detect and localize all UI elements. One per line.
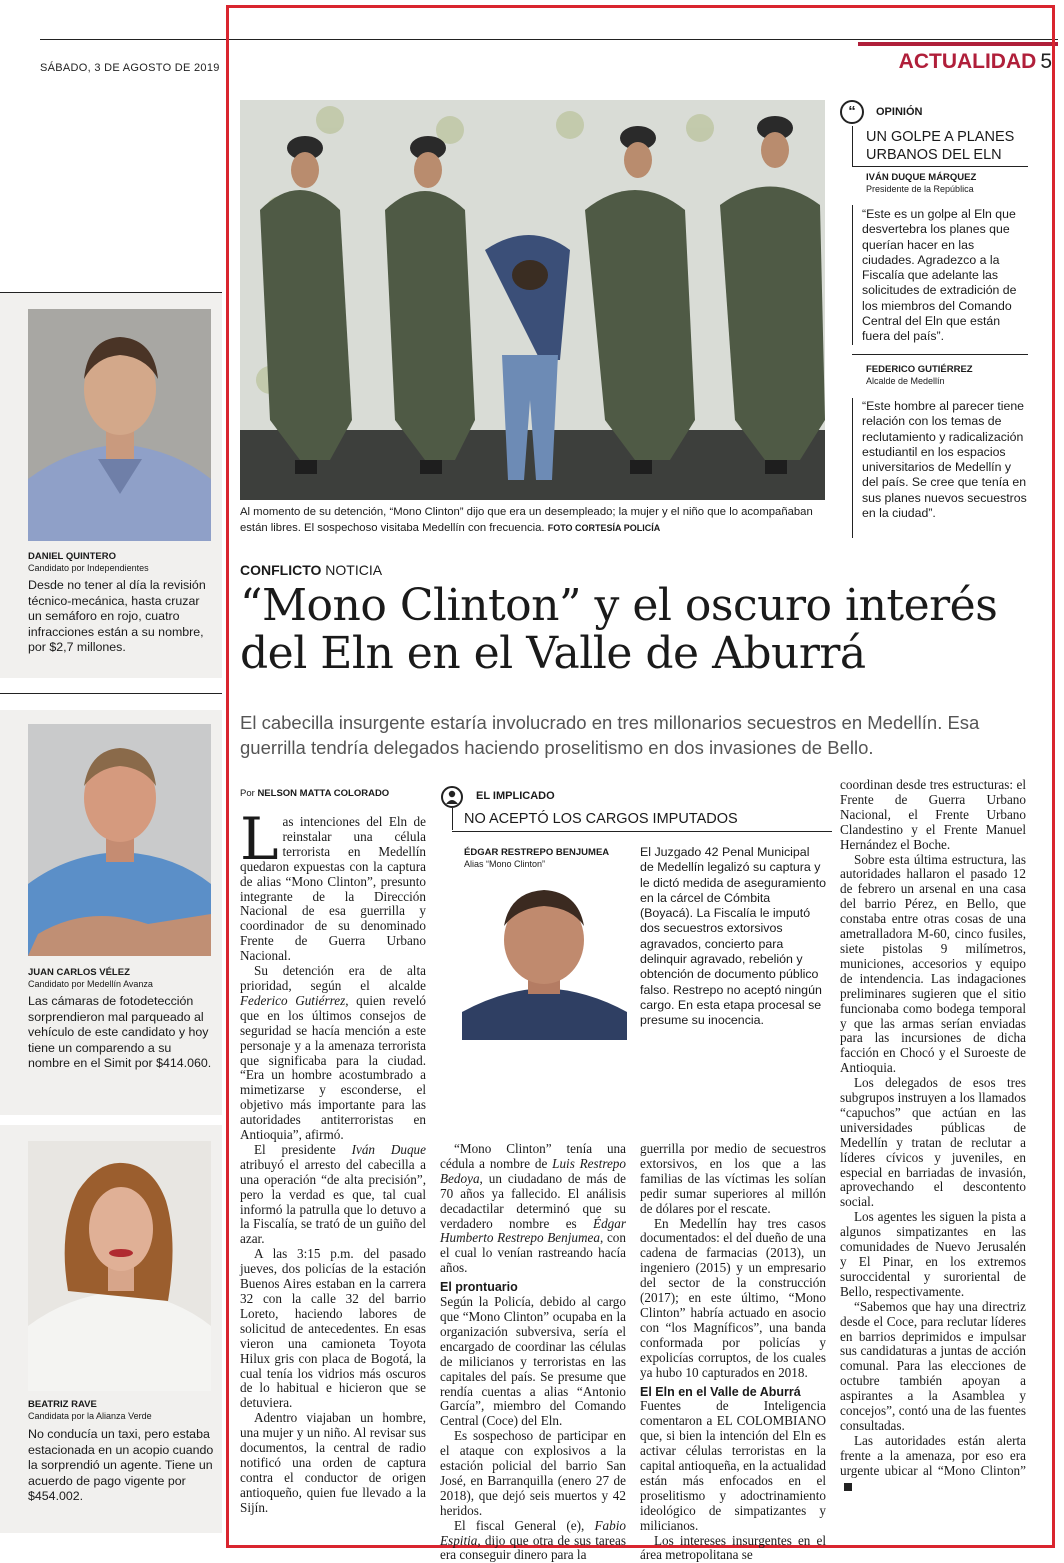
author-name: NELSON MATTA COLORADO — [257, 788, 390, 799]
article-dek: El cabecilla insurgente estaría involucrado en tres millonarios secuestros en Medellín. Esa guerrilla tendría delegados haciendo proselitismo en dos invasiones de Bello. — [240, 712, 980, 758]
section-name: ACTUALIDAD — [898, 50, 1037, 73]
article-kicker — [240, 562, 382, 578]
article-column-2: “Mono Clinton” tenía una cédula a nombre de Luis Restrepo Bedoya, un ciudadano de más de 70 años ya fallecido. El análisis decadactilar determinó que su verdadero nombre es Édgar Humberto Restrepo Benjumea, con el cual lo venían rastreando hacía años. El prontuario Según la Policía, debido al cargo que “Mono Clinton” ocupaba en la organización subversiva, sería el encargado de coordinar las células de milicianos y terroristas en las capitales del país. Se presume que rendía cuentas a alias “Antonio García”, miembro del Comando Central (Coce) del Eln. Es sospechoso de participar en el ataque con explosivos a la estación policial del barrio San José, en Barranquilla (enero 27 de 2018), que dejó seis muertos y 42 heridos. El fiscal General (e), Fabio Espitia, dijo que otra de sus tareas era conseguir dinero para la — [440, 1141, 626, 1563]
article-column-4: coordinan desde tres estructuras: el Frente de Guerra Urbano Nacional, el Frente Urbano Clandestino y el Frente Manuel Hernández el Boche. Sobre esta última estructura, las autoridades hallaron el pasado 12 de febrero un arsenal en una casa del barrio Pérez, en Bello, que constaba entre otras cosas de una ametralladora M-60, cinco fusiles, siete pistolas 9 milímetros, municiones, accesorios y equipo de intendencia. Las indagaciones preliminares sugieren que el sitio funcionaba como bodega temporal y que las armas serían enviadas para las incursiones de dicha facción en Chocó y el Suroeste de Antioquia. Los delegados de esos tres subgrupos instruyen a los llamados “capuchos” que actúan en las universidades públicas de Medellín y tratan de reclutar a líderes cívicos y juveniles, en especial en barriadas de invasión, aprovechando el descontento social. Los agentes les siguen la pista a algunos simpatizantes en las comunidades de Nuevo Jerusalén y El Pinar, en los extremos suroccidental y suroriental de Bello, respectivamente. “Sabemos que hay una directriz desde el Coce, para reclutar líderes en barrios deprimidos e impulsar sus candidaturas a juntas de acción comunal. Para las elecciones de octubre también apoyan a aspirantes a la Asamblea y concejos”, contó una de las fuentes consultadas. Las autoridades están alerta frente a la amenaza, por eso era urgente ubicar al “Mono Clinton” — [840, 778, 1026, 1494]
opinion-author-role: Alcalde de Medellín — [866, 376, 945, 386]
quote-icon: “ — [840, 100, 864, 124]
candidate-photo-quintero — [28, 309, 211, 541]
byline: Por NELSON MATTA COLORADO — [240, 788, 390, 799]
implicado-rule — [452, 808, 453, 830]
article-column-1: Las intenciones del Eln de reinstalar una célula terrorista en Medellín quedaron expuestas con la captura de alias “Mono Clinton”, presunto integrante de la Dirección Nacional de esa guerrilla y coordinador de su denominado Frente de Guerra Urbano Nacional. Su detención era de alta prioridad, según el alcalde Federico Gutiérrez, quien reveló que en los últimos consejos de seguridad se hacía mención a este personaje y a la amenaza terrorista que significaba para la ciudad. “Era un hombre acostumbrado a mimetizarse y esconderse, el objetivo más importante para las autoridades antiterroristas en Antioquia”, afirmó. El presidente Iván Duque atribuyó el arresto del cabecilla a una operación “de alta precisión”, pero la verdad es que, tal cual informó la patrulla que lo detuvo a la Fiscalía, se trató de un guiño del azar. A las 3:15 p.m. del pasado jueves, dos policías de la estación Buenos Aires estaban en la carrera 32 con la calle 32 del barrio Loreto, haciendo labores de solicitud de antecedentes. En esas vieron una camioneta Toyota Hilux gris con placa de Bogotá, la cual tenía los vidrios más oscuros de lo habitual e hicieron que se detuviera. Adentro viajaban un hombre, una mujer y un niño. Al revisar sus documentos, la central de radio notificó una orden de captura contra el conductor de origen antioqueño, quien fue llevado a la Sijín. — [240, 805, 426, 1515]
opinion-author: IVÁN DUQUE MÁRQUEZ — [866, 172, 977, 183]
person-icon — [441, 786, 463, 808]
arrest-photo — [240, 100, 825, 500]
kicker-category: CONFLICTO — [240, 562, 322, 578]
candidate-name: JUAN CARLOS VÉLEZ — [28, 967, 130, 978]
candidate-photo-velez — [28, 724, 211, 956]
subheading: El prontuario — [440, 1280, 518, 1295]
drop-cap: L — [240, 805, 279, 873]
opinion-rule — [852, 354, 1028, 355]
candidate-note: No conducía un taxi, pero estaba estacionada en un acopio cuando la sorprendió un agente. Tiene un acuerdo de pago vigente por $454.002. — [28, 1427, 214, 1503]
opinion-rule — [852, 126, 853, 166]
opinion-label: OPINIÓN — [876, 106, 923, 118]
suspect-alias: Alias “Mono Clinton” — [464, 859, 546, 869]
opinion-quote: “Este hombre al parecer tiene relación con los temas de reclutamiento y radicalización estudiantil en los espacios universitarios de Medellín y del país. Se cree que tenía en sus planes nuevos secuestros en la ciudad”. — [862, 399, 1027, 521]
quote-bar — [852, 398, 853, 538]
implicado-text: El Juzgado 42 Penal Municipal de Medellín legalizó su captura y le dictó medida de aseguramiento en la cárcel de Cómbita (Boyacá). La Fiscalía le imputó dos secuestros extorsivos agravados, concierto para delinquir agravado, rebelión y obtención de documento público falso. Restrepo no aceptó ningún cargo. En esta etapa procesal se presume su inocencia. — [640, 845, 826, 1028]
candidate-role: Candidato por Medellín Avanza — [28, 979, 153, 989]
candidate-role: Candidata por la Alianza Verde — [28, 1411, 152, 1421]
caption-text: Al momento de su detención, “Mono Clinton” dijo que era un desempleado; la mujer y el niño que lo acompañaban están libres. El sospechoso visitaba Medellín con frecuencia. — [240, 506, 813, 534]
opinion-rule — [852, 166, 1028, 167]
suspect-name: ÉDGAR RESTREPO BENJUMEA — [464, 847, 610, 858]
opinion-author-role: Presidente de la República — [866, 184, 974, 194]
sidebar-divider — [0, 693, 222, 694]
end-mark — [844, 1483, 852, 1491]
suspect-photo — [462, 872, 627, 1040]
article-column-3: guerrilla por medio de secuestros extorsivos, en los que a las familias de las víctimas les solían pedir sumar superiores al millón de dólares por el rescate. En Medellín hay tres casos documentados: el del dueño de una cadena de farmacias (2013), un ingeniero (2015) y un empresario del sector de la construcción (2017); en este último, “Mono Clinton” habría actuado en asocio con “los Magníficos”, una banda conformada por policías y expolicías corruptos, de los cuales ya hubo 10 capturados en 2018. El Eln en el Valle de Aburrá Fuentes de Inteligencia comentaron a EL COLOMBIANO que, si bien la intención del Eln es activar células terroristas en la capital antioqueña, en la actualidad están más enfocados en el proselitismo y adoctrinamiento ideológico de simpatizantes y milicianos. Los intereses insurgentes en el área metropolitana se — [640, 1141, 826, 1563]
candidate-role: Candidato por Independientes — [28, 563, 149, 573]
candidate-note: Desde no tener al día la revisión técnico-mecánica, hasta cruzar un semáforo en rojo, cuatro infracciones están a su nombre, por $2,7 millones. — [28, 578, 206, 654]
kicker-type: NOTICIA — [321, 562, 383, 578]
candidate-name: DANIEL QUINTERO — [28, 551, 116, 562]
candidate-note: Las cámaras de fotodetección sorprendieron mal parqueado al vehículo de este candidato y hoy tiene un comparendo a su nombre en el Simit por $414.060. — [28, 994, 212, 1070]
sidebar-card-2 — [0, 710, 222, 1115]
implicado-label: EL IMPLICADO — [476, 790, 555, 802]
issue-date: SÁBADO, 3 DE AGOSTO DE 2019 — [40, 62, 220, 74]
subheading: El Eln en el Valle de Aburrá — [640, 1384, 801, 1399]
candidate-photo-rave — [28, 1141, 211, 1391]
sidebar-card-3 — [0, 1125, 222, 1533]
opinion-author: FEDERICO GUTIÉRREZ — [866, 364, 973, 375]
sidebar-card-1 — [0, 293, 222, 678]
implicado-title: NO ACEPTÓ LOS CARGOS IMPUTADOS — [464, 811, 738, 827]
article-headline: “Mono Clinton” y el oscuro interés del Eln en el Valle de Aburrá — [240, 580, 998, 679]
opinion-quote: “Este es un golpe al Eln que desvertebra los planes que querían hacer en las ciudades. Agradezco a la Fiscalía que adelante las solicitudes de extradición de los miembros del Comando Central del Eln que están fuera del país”. — [862, 207, 1017, 344]
candidate-name: BEATRIZ RAVE — [28, 1399, 97, 1410]
quote-bar — [852, 205, 853, 345]
implicado-rule — [452, 831, 832, 832]
photo-caption — [240, 505, 825, 536]
page-number: 5 — [1040, 50, 1052, 73]
photo-credit: FOTO CORTESÍA POLICÍA — [547, 522, 661, 533]
opinion-title: UN GOLPE A PLANES URBANOS DEL ELN — [866, 129, 1015, 163]
